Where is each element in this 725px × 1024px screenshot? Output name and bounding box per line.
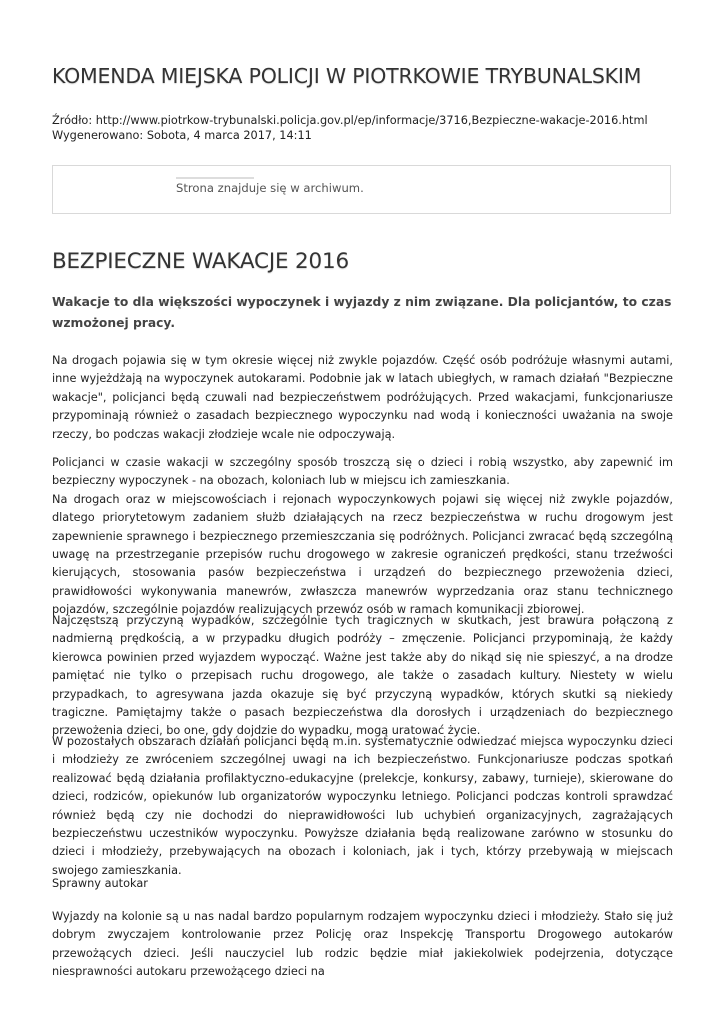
article-paragraph: Policjanci w czasie wakacji w szczególny sposób troszczą się o dzieci i robią wszystko, aby zapewnić im bezpieczny wypoczynek - na obozach, koloniach lub w miejscu ich zamieszkania. Na drogach oraz w miejscowościach i rejonach wypoczynkowych pojawi się więcej niż zwykle pojazdów, dlatego priorytetowym zadaniem służb działających na rzecz bezpieczeństwa w ruchu drogowym jest zapewnienie sprawnego i bezpiecznego przemieszczania się podróżnych. Policjanci zwracać będą szczególną uwagę na przestrzeganie przepisów ruchu drogowego w zakresie ograniczeń prędkości, stanu trzeźwości kierujących, stosowania pasów bezpieczeństwa i urządzeń do bezpiecznego przewożenia dzieci, prawidłowości wykonywania manewrów, zwłaszcza manewrów wyprzedzania oraz stanu technicznego pojazdów, szczególnie pojazdów realizujących przewóz osób w ramach komunikacji zbiorowej. bbox=[52, 456, 673, 617]
archive-divider bbox=[176, 177, 254, 179]
org-title: KOMENDA MIEJSKA POLICJI W PIOTRKOWIE TRYBUNALSKIM bbox=[52, 64, 642, 88]
source-line: Źródło: http://www.piotrkow-trybunalski.policja.gov.pl/ep/informacje/3716,Bezpieczne-wakacje-2016.html bbox=[52, 114, 648, 127]
article-paragraph: Na drogach pojawia się w tym okresie więcej niż zwykle pojazdów. Część osób podróżuje własnymi autami, inne wyjeżdżają na wypoczynek autokarami. Podobnie jak w latach ubiegłych, w ramach działań "Bezpieczne wakacje", policjanci będą czuwali nad bezpieczeństwem podróżujących. Przed wakacjami, funkcjonariusze przypominają również o zasadach bezpiecznego wypoczynku nad wodą i konieczności uważania na swoje rzeczy, bo podczas wakacji złodzieje wcale nie odpoczywają. bbox=[52, 354, 673, 441]
article-paragraph: Najczęstszą przyczyną wypadków, szczególnie tych tragicznych w skutkach, jest brawura połączoną z nadmierną prędkością, a w przypadku długich podróży – zmęczenie. Policjanci przypominają, że każdy kierowca powinien przed wyjazdem wypocząć. Ważne jest także aby do nikąd się nie spieszyć, a na drodze pamiętać nie tylko o przepisach ruchu drogowego, ale także o zasadach kultury. Niestety w wielu przypadkach, to agresywana jazda okazuje się być przyczyną wypadków, których skutki są niekiedy tragiczne. Pamiętajmy także o pasach bezpieczeństwa dla dorosłych i urządzeniach do bezpiecznego przewożenia dzieci, bo one, gdy dojdzie do wypadku, mogą uratować życie. bbox=[52, 614, 673, 738]
article-paragraph: W pozostałych obszarach działań policjanci będą m.in. systematycznie odwiedzać miejsca wypoczynku dzieci i młodzieży ze zwróceniem szczególnej uwagi na ich bezpieczeństwo. Funkcjonariusze podczas spotkań realizować będą działania profilaktyczno-edukacyjne (prelekcje, konkursy, zabawy, turnieje), skierowane do dzieci, rodziców, opiekunów lub organizatorów wypoczynku letniego. Policjanci podczas kontroli sprawdzać również będą czy nie dochodzi do nieprawidłowości lub uchybień organizacyjnych, zagrażających bezpieczeństwu uczestników wypoczynku. Powyższe działania będą realizowane zarówno w stosunku do dzieci i młodzieży, przebywających na obozach i koloniach, jak i tych, którzy przebywają w miejscach swojego zamieszkania. bbox=[52, 735, 673, 877]
generated-date: Wygenerowano: Sobota, 4 marca 2017, 14:11 bbox=[52, 129, 312, 142]
archive-notice-box bbox=[52, 165, 671, 214]
article-lead: Wakacje to dla większości wypoczynek i wyjazdy z nim związane. Dla policjantów, to czas wzmożonej pracy. bbox=[52, 295, 672, 330]
section-subheading: Sprawny autokar bbox=[52, 877, 148, 890]
article-paragraph: Wyjazdy na kolonie są u nas nadal bardzo popularnym rodzajem wypoczynku dzieci i młodzieży. Stało się już dobrym zwyczajem kontrolowanie przez Policję oraz Inspekcję Transportu Drogowego autokarów przewożących dzieci. Jeśli nauczyciel lub rodzic będzie miał jakiekolwiek podejrzenia, dotyczące niesprawności autokaru przewożącego dzieci na bbox=[52, 910, 673, 979]
archive-notice-text: Strona znajduje się w archiwum. bbox=[176, 181, 364, 195]
article-title: BEZPIECZNE WAKACJE 2016 bbox=[52, 249, 349, 274]
